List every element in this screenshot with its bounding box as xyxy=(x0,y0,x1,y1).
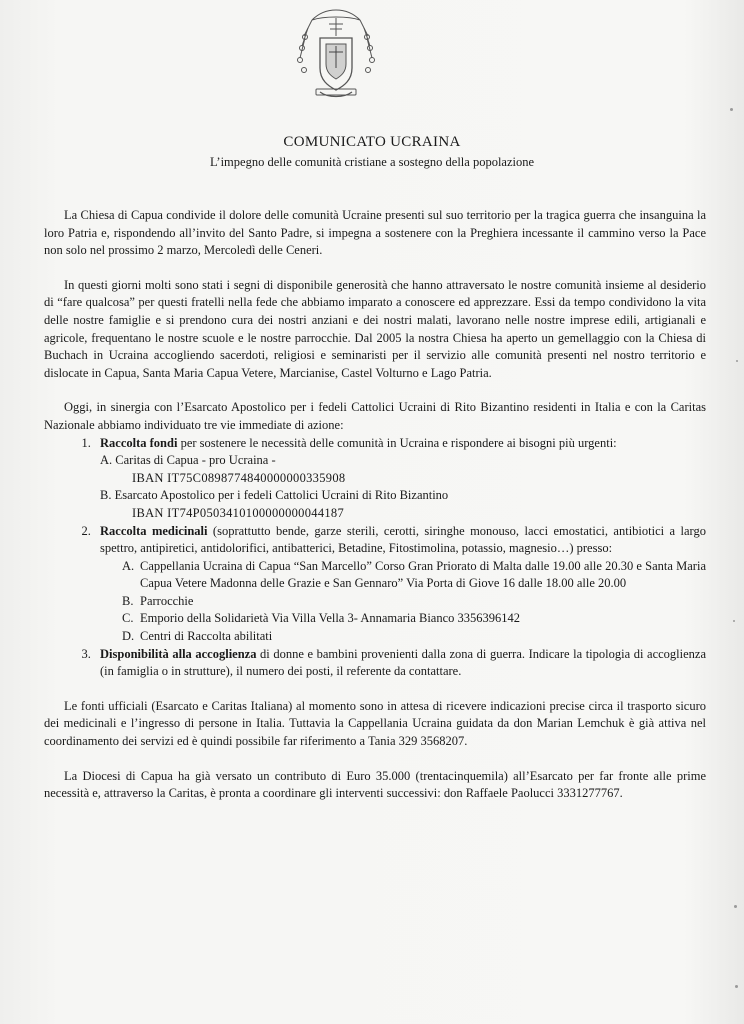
action-medicines xyxy=(94,523,706,646)
collection-point-text: Cappellania Ucraina di Capua “San Marcello” Corso Gran Priorato di Malta dalle 19.00 alle 20.30 e Santa Maria Capua Vetere Madonna delle Grazie e San Gennaro” Via Porta di Giove 16 dalle 18.00 alle 20.00 xyxy=(140,558,706,591)
bank-account-holder: B. Esarcato Apostolico per i fedeli Cattolici Ucraini di Rito Bizantino xyxy=(100,488,449,503)
paragraph-official-sources: Le fonti ufficiali (Esarcato e Caritas Italiana) al momento sono in attesa di ricevere indicazioni precise circa il trasporto sicuro dei medicinali e l’ingresso di persone in Italia. Tuttavia la Cappellania Ucraina guidata da don Marian Lemchuk è già attiva nel coordinamento dei servizi ed è quindi possibile far riferimento a Tania 329 3568207. xyxy=(44,698,706,749)
action-fundraising-text: per sostenere le necessità delle comunità in Ucraina e rispondere ai bisogni più urgenti: xyxy=(177,435,617,450)
scan-speck xyxy=(733,620,735,622)
collection-point-letter: D. xyxy=(122,629,135,644)
collection-point xyxy=(122,610,706,628)
iban-code: IBAN IT74P0503410100000000044187 xyxy=(132,505,345,520)
action-hospitality xyxy=(94,646,706,681)
iban-code: IBAN IT75C0898774840000000335908 xyxy=(132,470,346,485)
action-hospitality-text: di donne e bambini provenienti dalla zona di guerra. Indicare la tipologia di accoglienza (in famiglia o in strutture), il numero dei posti, il referente da contattare. xyxy=(100,646,707,679)
action-hospitality-title: Disponibilità alla accoglienza xyxy=(100,646,257,661)
scan-speck xyxy=(735,985,738,988)
paragraph-intro: La Chiesa di Capua condivide il dolore delle comunità Ucraine presenti sul suo territorio per la tragica guerra che insanguina la loro Patria e, rispondendo all’invito del Santo Padre, si impegna a sostenere con la Preghiera incessante il cammino verso la Pace non solo nel prossimo 2 marzo, Mercoledì delle Ceneri. xyxy=(44,208,706,258)
document-subtitle: L’impegno delle comunità cristiane a sostegno della popolazione xyxy=(209,155,535,169)
bank-account xyxy=(100,487,706,522)
collection-point-letter: B. xyxy=(122,593,134,608)
scan-speck xyxy=(730,108,733,111)
document-body xyxy=(44,207,706,803)
collection-points-list xyxy=(100,558,706,646)
scan-speck xyxy=(734,905,737,908)
collection-point xyxy=(122,628,706,646)
collection-point-text: Emporio della Solidarietà Via Villa Vella 3- Annamaria Bianco 3356396142 xyxy=(140,611,521,626)
action-medicines-title: Raccolta medicinali xyxy=(100,523,208,538)
action-medicines-text: (soprattutto bende, garze sterili, cerotti, siringhe monouso, lacci emostatici, antibiotici a largo spettro, antipiretici, antidolorifici, antibatterici, Betadine, Fitostimolina, potassio, magnesio…) presso: xyxy=(100,523,706,556)
collection-point xyxy=(122,593,706,611)
collection-point-letter: A. xyxy=(122,558,135,573)
bank-accounts-list xyxy=(100,452,706,522)
bank-account xyxy=(100,452,706,487)
collection-point-text: Parrocchie xyxy=(140,593,194,608)
coat-of-arms-icon xyxy=(296,6,376,102)
paragraph-actions-intro: Oggi, in sinergia con l’Esarcato Apostolico per i fedeli Cattolici Ucraini di Rito Bizantino residenti in Italia e con la Caritas Nazionale abbiamo individuato tre vie immediate di azione: xyxy=(44,400,706,432)
collection-point-text: Centri di Raccolta abilitati xyxy=(140,629,273,644)
collection-point-letter: C. xyxy=(122,611,134,626)
actions-list xyxy=(44,435,706,681)
collection-point xyxy=(122,558,706,593)
action-fundraising-title: Raccolta fondi xyxy=(100,435,178,450)
paragraph-diocese-contribution: La Diocesi di Capua ha già versato un contributo di Euro 35.000 (trentacinquemila) all’Esarcato per far fronte alle prime necessità e, attraverso la Caritas, è pronta a coordinare gli interventi successivi: don Raffaele Paolucci 3331277767. xyxy=(44,768,706,801)
paragraph-community: In questi giorni molti sono stati i segni di disponibile generosità che hanno attraversato le nostre comunità insieme al desiderio di “fare qualcosa” per questi fratelli nella fede che abbiamo imparato a conoscere ed apprezzare. Essi da tempo condividono la vita delle nostre famiglie e si prendono cura dei nostri anziani e dei nostri malati, lavorano nelle nostre imprese edili, artigianali e agricole, frequentano le nostre scuole e le nostre parrocchie. Dal 2005 la nostra Chiesa ha aperto un gemellaggio con la Chiesa di Buchach in Ucraina accogliendo sacerdoti, religiosi e seminaristi per il servizio alle comunità presenti nel nostro territorio e dislocate in Capua, Santa Maria Capua Vetere, Marcianise, Castel Volturno e Lago Patria. xyxy=(44,277,706,380)
scan-speck xyxy=(736,360,738,362)
document-title: COMUNICATO UCRAINA xyxy=(283,134,461,150)
action-fundraising xyxy=(94,435,706,523)
bank-account-holder: A. Caritas di Capua - pro Ucraina - xyxy=(100,453,276,468)
